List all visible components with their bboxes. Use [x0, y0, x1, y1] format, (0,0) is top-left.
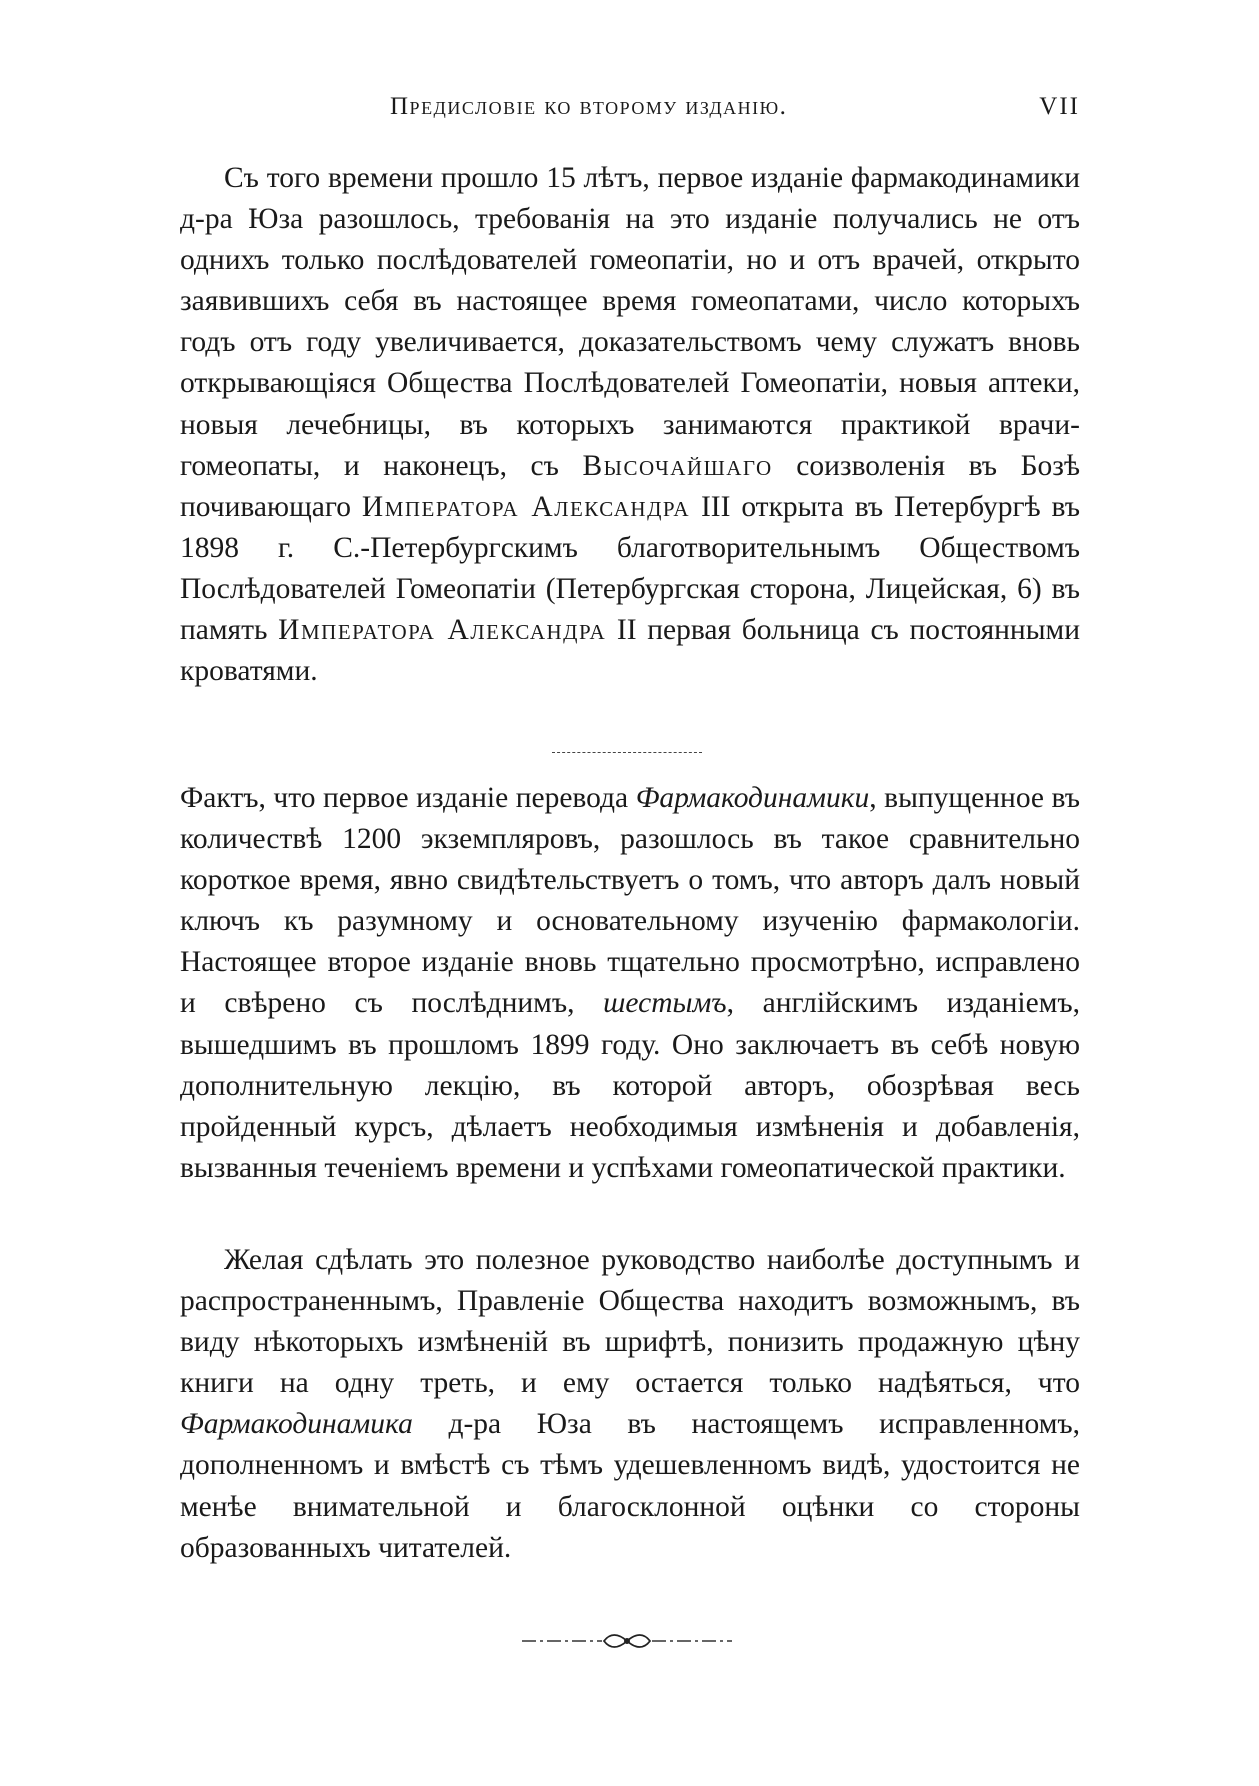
paragraph-2-text-2: , выпущенное въ количествѣ 1200 экземпляровъ, разошлось въ такое сравнительно короткое время, явно свидѣтельствуетъ о томъ, что авторъ далъ новый ключъ къ разумному и основательному изученію фармакологіи. Настоящее второе изданіе вновь тщательно просмотрѣно, исправлено и свѣрено съ послѣднимъ,: [180, 782, 1080, 1020]
section-divider-rule: [552, 752, 702, 753]
tailpiece-ornament-icon: [522, 1631, 732, 1651]
paragraph-1: [180, 158, 1080, 692]
paragraph-2: [180, 778, 1080, 1189]
paragraph-3-text-1: Желая сдѣлать это полезное руководство наиболѣе доступнымъ и распространеннымъ, Правленіе Общества находитъ возможнымъ, въ виду нѣкоторыхъ измѣненій въ шрифтѣ, понизить продажную цѣну книги на одну треть, и ему остается только надѣяться, что: [180, 1244, 1080, 1400]
paragraph-3-text-2: д-ра Юза въ настоящемъ исправленномъ, дополненномъ и вмѣстѣ съ тѣмъ удешевленномъ видѣ, удостоится не менѣе внимательной и благосклонной оцѣнки со стороны образованныхъ читателей.: [180, 1408, 1080, 1564]
paragraph-1-text-3: III открыта въ Петербургѣ въ 1898 г. С.-Петербургскимъ благотворительнымъ Обществомъ Послѣдователей Гомеопатіи (Петербургская сторона, Лицейская, 6) въ память: [180, 490, 1081, 647]
third-paragraph-block: [180, 1240, 1080, 1569]
paragraph-2-italic-2: шестымъ: [603, 987, 727, 1020]
paragraph-2-text-3: , англійскимъ изданіемъ, вышедшимъ въ прошломъ 1899 году. Оно заключаетъ въ себѣ новую дополнительную лекцію, въ которой авторъ, обозрѣвая весь пройденный курсъ, дѣлаетъ необходимыя измѣненія и добавленія, вызванныя теченіемъ времени и успѣхами гомеопатической практики.: [180, 987, 1080, 1184]
paragraph-2-text-1: Фактъ, что первое изданіе перевода: [180, 782, 636, 814]
paragraph-3-italic-1: Фармакодинамика: [180, 1408, 413, 1441]
paragraph-1-small-caps-3: Императора Александра: [278, 614, 607, 647]
paragraph-1-text-4: II первая больница съ постоянными кроватями.: [180, 614, 1080, 688]
paragraph-1-text-1: Съ того времени прошло 15 лѣтъ, первое изданіе фармакодинамики д-ра Юза разошлось, требованія на это изданіе получались не отъ однихъ только послѣдователей гомеопатіи, но и отъ врачей, открыто заявившихъ себя въ настоящее время гомеопатами, число которыхъ годъ отъ году увеличивается, доказательствомъ чему служатъ вновь открывающіяся Общества Послѣдователей Гомеопатіи, новыя аптеки, новыя лечебницы, въ которыхъ занимаются практикой врачи-гомеопаты, и наконецъ, съ: [180, 162, 1080, 482]
running-head: [180, 93, 1080, 133]
page-number: VII: [1039, 93, 1080, 120]
running-title: Предисловіе ко второму изданію.: [390, 93, 788, 120]
paragraph-1-text-2: соизволенія въ Бозѣ почивающаго: [180, 449, 1080, 523]
paragraph-1-small-caps-2: Императора Александра: [361, 490, 691, 523]
paragraph-3: [180, 1240, 1080, 1569]
paragraph-2-italic-1: Фармакодинамики: [635, 782, 870, 814]
paragraph-1-small-caps-1: Высочайшаго: [582, 449, 773, 482]
first-paragraph-block: [180, 158, 1080, 692]
second-paragraph-block: [180, 778, 1080, 1189]
